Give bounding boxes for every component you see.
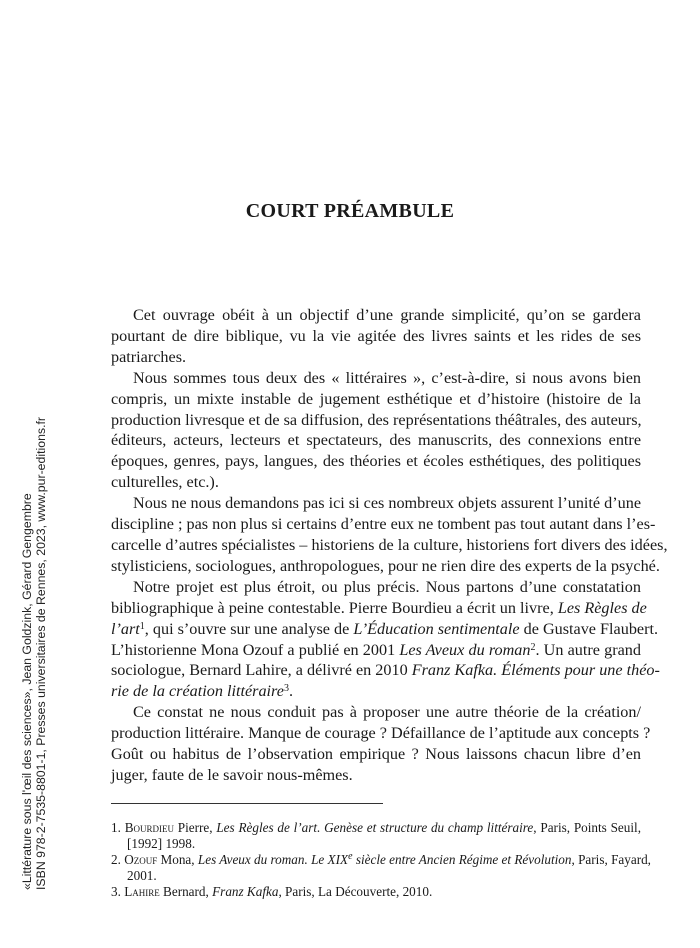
- text-line: [111, 410, 641, 431]
- footnote-separator: [111, 803, 383, 804]
- copyright-sidebar: [20, 417, 48, 890]
- text-line: [111, 347, 641, 368]
- text-segment: 2001.: [127, 867, 157, 883]
- text-line: [111, 305, 641, 326]
- text-segment: discipline ; pas non plus si certains d’entre eux ne tombent pas tout autant dans l’es-: [111, 515, 656, 534]
- paragraph: [111, 368, 641, 493]
- sidebar-line-1: «Littérature sous l'œil des sciences», Jean Goldzink, Gérard Gengembre: [20, 493, 34, 890]
- text-line: [111, 744, 641, 765]
- footnote: [111, 851, 651, 883]
- footnote-line: [111, 820, 641, 836]
- text-line: [111, 493, 641, 514]
- text-segment: Nous ne nous demandons pas ici si ces nombreux objets assurent l’unité d’une: [133, 494, 642, 513]
- text-segment: , Paris, Fayard,: [571, 852, 651, 868]
- italic-text: Les Aveux du roman. Le XIX: [197, 852, 349, 868]
- text-line: [111, 619, 659, 640]
- text-segment: éditeurs, acteurs, lecteurs et spectateurs, des manuscrits, des connexions entre: [111, 431, 641, 450]
- text-line: [111, 681, 641, 702]
- text-segment: Ce constat ne nous conduit pas à proposer une autre théorie de la création/: [133, 703, 641, 722]
- footnote-line: [111, 884, 641, 900]
- text-line: [111, 430, 641, 451]
- paragraph: [111, 493, 668, 577]
- italic-text: Les Règles de: [557, 598, 647, 617]
- text-segment: production littéraire. Manque de courage ? Défaillance de l’aptitude aux concepts ?: [111, 724, 651, 743]
- text-segment: Pierre,: [173, 820, 217, 835]
- text-segment: Mona,: [157, 852, 198, 868]
- chapter-title: COURT PRÉAMBULE: [245, 200, 455, 222]
- footnote-line: [111, 851, 651, 868]
- text-segment: juger, faute de le savoir nous-mêmes.: [111, 765, 353, 784]
- text-segment: Nous sommes tous deux des « littéraires », c’est-à-dire, si nous avons bien: [133, 368, 641, 387]
- text-segment: .: [288, 682, 293, 701]
- paragraph: [111, 305, 641, 368]
- footnote-ref[interactable]: e: [348, 851, 353, 863]
- text-segment: Bourdieu: [124, 820, 174, 835]
- footnote: [111, 884, 641, 900]
- italic-text: Franz Kafka: [212, 884, 279, 900]
- text-segment: , Paris, La Découverte, 2010.: [278, 884, 433, 900]
- italic-text: L’Éducation sentimentale: [353, 619, 520, 638]
- text-line: [111, 702, 641, 723]
- text-line: [111, 598, 647, 619]
- footnote: [111, 820, 641, 851]
- text-segment: sociologue, Bernard Lahire, a délivré en 2010: [111, 661, 412, 680]
- text-segment: 1.: [111, 820, 125, 835]
- text-line: [111, 556, 660, 577]
- footnote-ref[interactable]: 2: [530, 641, 536, 653]
- text-line: [111, 765, 641, 786]
- text-segment: compris, un mixte instable de jugement esthétique et d’histoire (histoire de la: [111, 389, 641, 408]
- text-segment: L’historienne Mona Ozouf a publié en 2001: [111, 640, 400, 659]
- text-line: [111, 326, 641, 347]
- italic-text: Franz Kafka. Éléments pour une théo-: [411, 661, 660, 680]
- italic-text: Les Aveux du roman: [399, 640, 531, 659]
- text-line: [111, 451, 641, 472]
- text-segment: stylisticiens, sociologues, anthropologues, pour ne rien dire des experts de la psyché.: [111, 556, 660, 575]
- text-line: [111, 723, 651, 744]
- footnote-line: [111, 868, 641, 884]
- footnote-line: [111, 836, 641, 852]
- text-segment: Cet ouvrage obéit à un objectif d’une grande simplicité, qu’on se gardera: [133, 306, 641, 324]
- italic-text: siècle entre Ancien Régime et Révolution: [352, 852, 572, 868]
- text-segment: époques, genres, pays, langues, des théories et écoles esthétiques, des politiques: [111, 452, 641, 471]
- text-segment: 2.: [111, 852, 125, 868]
- text-segment: Notre projet est plus étroit, ou plus précis. Nous partons d’une constatation: [133, 577, 641, 596]
- italic-text: l’art: [111, 619, 140, 638]
- text-segment: , Paris, Points Seuil,: [533, 820, 641, 835]
- text-segment: culturelles, etc.).: [111, 473, 219, 492]
- text-line: [111, 514, 656, 535]
- text-segment: production livresque et de sa diffusion, des représentations théâtrales, des auteurs,: [111, 410, 642, 429]
- sidebar-line-2: ISBN 978-2-7535-8801-1, Presses universitaires de Rennes, 2023, www.pur-editions.fr: [34, 417, 48, 890]
- text-line: [111, 389, 641, 410]
- text-line: [111, 640, 641, 661]
- text-segment: [1992] 1998.: [127, 835, 196, 851]
- text-segment: patriarches.: [111, 347, 187, 366]
- text-segment: de Gustave Flaubert.: [519, 619, 659, 638]
- text-line: [111, 660, 660, 681]
- text-line: [111, 535, 668, 556]
- text-segment: Ozouf: [124, 852, 158, 868]
- text-segment: Bernard,: [159, 884, 213, 900]
- text-segment: . Un autre grand: [535, 640, 641, 659]
- text-segment: , qui s’ouvre sur une analyse de: [144, 619, 354, 638]
- paragraph: [111, 577, 660, 702]
- text-line: [111, 472, 641, 493]
- text-segment: 3.: [111, 884, 125, 900]
- text-segment: Goût ou habitus de l’observation empirique ? Nous laissons chacun libre d’en: [111, 745, 641, 764]
- text-line: [111, 368, 641, 389]
- paragraph: [111, 702, 651, 786]
- text-line: [111, 577, 641, 598]
- body-text: [111, 305, 668, 786]
- italic-text: rie de la création littéraire: [111, 682, 284, 701]
- text-segment: Lahire: [124, 884, 160, 900]
- italic-text: Les Règles de l’art. Genèse et structure du champ littéraire: [216, 820, 534, 835]
- text-segment: carcelle d’autres spécialistes – historiens de la culture, historiens fort divers des idées,: [111, 535, 668, 554]
- footnote-ref[interactable]: 1: [139, 620, 145, 632]
- text-segment: bibliographique à peine contestable. Pierre Bourdieu a écrit un livre,: [111, 598, 558, 617]
- footnote-ref[interactable]: 3: [283, 683, 289, 695]
- footnotes: [111, 820, 651, 901]
- text-segment: pourtant de dire biblique, vu la vie agitée des livres saints et les rides de ses: [111, 326, 641, 345]
